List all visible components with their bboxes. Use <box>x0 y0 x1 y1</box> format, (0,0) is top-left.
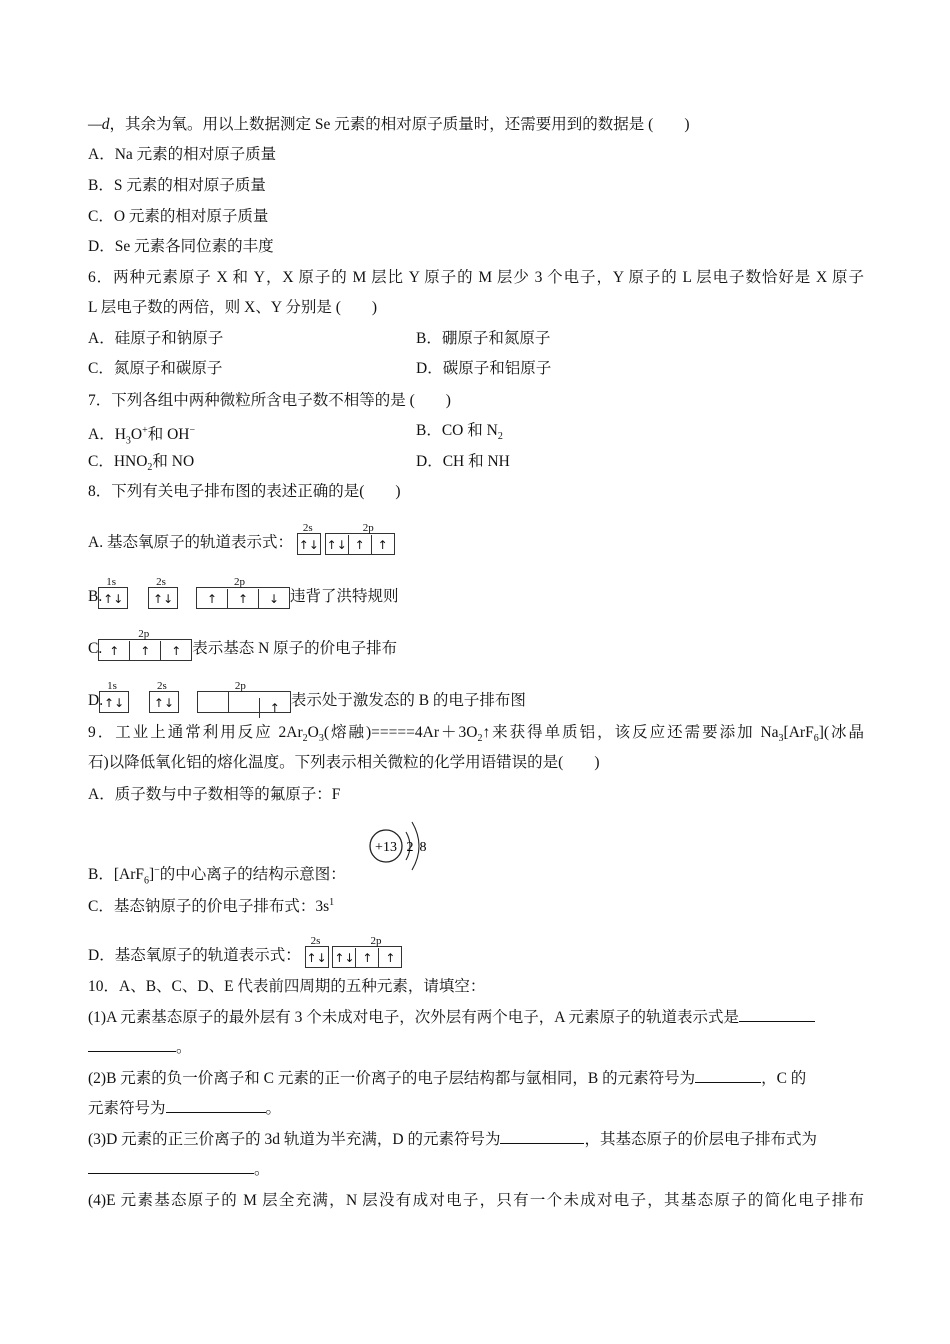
q7-option-b: B．CO 和 $N_2$ <box>416 422 503 443</box>
answer-blank[interactable] <box>88 1051 176 1052</box>
q10-part2-line2: 元素符号为 。 <box>88 1100 282 1117</box>
q8-option-d: D. 1s ↑↓ 2s ↑↓ 2p ↑ 表示处于激发态的 B 的电子排布图 <box>88 690 526 713</box>
orbital-2p: 2p ↑ <box>197 690 291 712</box>
q9-option-a: A．质子数与中子数相等的氟原子：F <box>88 786 341 803</box>
q8-option-b: B. 1s ↑↓ 2s ↑↓ 2p ↑ ↑ ↓ 违背了洪特规则 <box>88 586 398 609</box>
q8-stem: 8．下列有关电子排布图的表述正确的是( ) <box>88 483 401 500</box>
orbital-2s: 2s ↑↓ <box>297 532 321 554</box>
q9-stem-line2: 石)以降低氧化铝的熔化温度。下列表示相关微粒的化学用语错误的是( ) <box>88 754 600 771</box>
q5-option-c: C．O 元素的相对原子质量 <box>88 208 269 225</box>
q6-stem-line2: L 层电子数的两倍，则 X、Y 分别是 ( ) <box>88 299 378 316</box>
q10-part4-line1: (4)E 元素基态原子的 M 层全充满，N 层没有成对电子，只有一个未成对电子，其基态原子的简化电子排布 <box>88 1192 864 1209</box>
orbital-2p: 2p ↑↓ ↑ ↑ <box>325 532 395 554</box>
q5-option-a: A．Na 元素的相对原子质量 <box>88 146 277 163</box>
q9-option-c: C．基态钠原子的价电子排布式：$3s^1$ <box>88 897 335 916</box>
q5-option-b: B．S 元素的相对原子质量 <box>88 177 266 194</box>
q8-option-a: A. 基态氧原子的轨道表示式： 2s ↑↓ 2p ↑↓ ↑ ↑ <box>88 532 395 555</box>
q8-option-c: C. 2p ↑ ↑ ↑ 表示基态 N 原子的价电子排布 <box>88 638 397 661</box>
shell-2-count: 8 <box>419 840 427 855</box>
orbital-2s: 2s ↑↓ <box>148 586 178 608</box>
answer-blank[interactable] <box>739 1021 815 1022</box>
q7-option-a: A．$H_3O^+$和 OH− <box>88 425 196 447</box>
orbital-2p: 2p ↑ ↑ ↓ <box>196 586 290 608</box>
q10-stem: 10．A、B、C、D、E 代表前四周期的五种元素，请填空： <box>88 978 486 995</box>
q9-stem-line1: 9．工业上通常利用反应 $2Ar_2O_3$(熔融)$=====4Ar+3O_2↑$来获得单质铝，该反应还需要添加 $Na_3[ArF_6]$(冰晶 <box>88 724 864 745</box>
q6-option-b: B．硼原子和氮原子 <box>416 330 551 347</box>
answer-blank[interactable] <box>500 1143 584 1144</box>
q10-part1-line1: (1)A 元素基态原子的最外层有 3 个未成对电子，次外层有两个电子，A 元素原子的轨道表示式是 <box>88 1007 815 1029</box>
nucleus-charge: +13 <box>375 840 397 855</box>
q6-stem-line1: 6．两种元素原子 X 和 Y，X 原子的 M 层比 Y 原子的 M 层少 3 个电子，Y 原子的 L 层电子数恰好是 X 原子 <box>88 269 864 286</box>
q6-option-a: A．硅原子和钠原子 <box>88 330 224 347</box>
q10-part2-line1: (2)B 元素的负一价离子和 C 元素的正一价离子的电子层结构都与氩相同，B 的元素符号为 ，C 的 <box>88 1070 807 1087</box>
orbital-1s: 1s ↑↓ <box>99 690 129 712</box>
q10-part3-line1: (3)D 元素的正三价离子的 3d 轨道为半充满，D 的元素符号为 ，其基态原子的价层电子排布式为 <box>88 1131 817 1148</box>
q6-option-c: C．氮原子和碳原子 <box>88 360 223 377</box>
q9-option-b: B．[ArF$_6$]−的中心离子的结构示意图： <box>88 865 346 887</box>
q7-option-c: C．$HNO_2$和 NO <box>88 453 195 474</box>
answer-blank[interactable] <box>695 1082 761 1083</box>
orbital-2s: 2s ↑↓ <box>149 690 179 712</box>
orbital-1s: 1s ↑↓ <box>98 586 128 608</box>
q7-option-d: D．CH 和 NH <box>416 453 510 470</box>
q9-option-d: D．基态氧原子的轨道表示式： 2s ↑↓ 2p ↑↓ ↑ ↑ <box>88 945 402 968</box>
q5-option-d: D．Se 元素各同位素的丰度 <box>88 238 274 255</box>
answer-blank[interactable] <box>88 1173 254 1174</box>
q6-option-d: D．碳原子和铝原子 <box>416 360 552 377</box>
q7-stem: 7．下列各组中两种微粒所含电子数不相等的是 ( ) <box>88 392 451 409</box>
orbital-2p: 2p ↑ ↑ ↑ <box>98 638 192 660</box>
orbital-2s: 2s ↑↓ <box>305 945 329 967</box>
q10-part1-line2: 。 <box>88 1037 192 1059</box>
answer-blank[interactable] <box>166 1112 266 1113</box>
shell-1-count: 2 <box>406 840 414 855</box>
q10-part3-line2: 。 <box>88 1159 270 1181</box>
atom-structure-diagram <box>366 812 438 884</box>
orbital-2p: 2p ↑↓ ↑ ↑ <box>332 945 402 967</box>
q5-stem-tail: —d，其余为氧。用以上数据测定 Se 元素的相对原子质量时，还需要用到的数据是 ( ) <box>88 116 690 133</box>
